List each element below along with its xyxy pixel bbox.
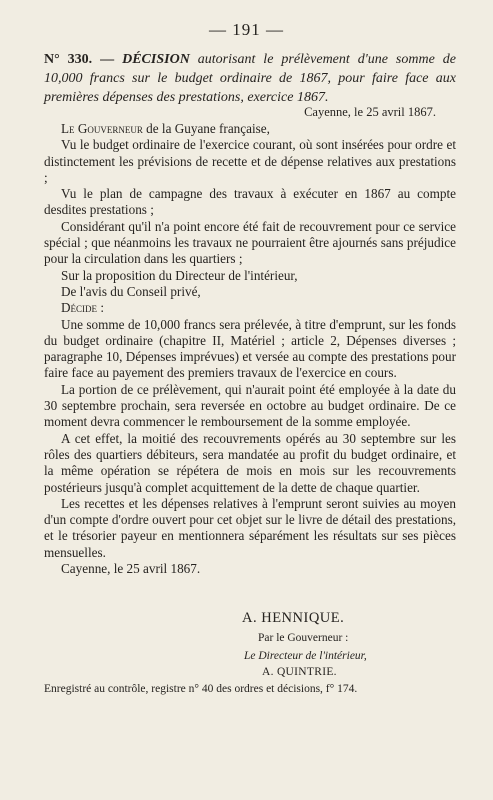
governor-rest: de la Guyane française, [142,121,270,136]
paragraph: Sur la proposition du Directeur de l'intérieur, [61,267,298,283]
paragraph: A cet effet, la moitié des recouvrements opérés au 30 septembre sur les rôles des quartiers débiteurs, sera mandatée au profit du budget ordinaire, et la même opération se répétera de mois en mois sur les recouvrements postérieurs jusqu'à complet acquittement de la dette de chaque quartier. [44,430,456,495]
paragraph: Une somme de 10,000 francs sera prélevée, à titre d'emprunt, sur les fonds du budget ordinaire (chapitre II, Matériel ; article 2, Dépenses diverses ; paragraphe 10, Dépenses imprévues) et versée au compte des prestations pour faire face au payement des premiers travaux de l'exercice en cours. [44,316,456,381]
decision-number: N° 330. — [44,52,115,67]
decision-title: autorisant le prélèvement d'une somme de 10,000 francs sur le budget ordinaire de 1867, pour faire face aux premières dépenses des prestations, exercice 1867. [44,52,456,105]
signature-by: Par le Gouverneur : [258,632,349,644]
governor-line [44,121,456,137]
page-number: — 191 — [209,20,284,39]
registration-note: Enregistré au contrôle, registre n° 40 des ordres et décisions, f° 174. [44,683,358,695]
governor-title: Le Gouverneur [61,121,143,136]
signature-governor: A. HENNIQUE. [242,610,345,626]
paragraph: Vu le plan de campagne des travaux à exécuter en 1867 au compte desdites prestations ; [44,186,456,218]
decision-heading [44,50,456,107]
paragraph: Les recettes et les dépenses relatives à l'emprunt seront suivies au moyen d'un compte d'ordre ouvert pour cet objet sur le livre de détail des prestations, et le trésorier payeur en mentionnera séparément les résultats sur ses pièces mensuelles. [44,495,456,560]
dateline: Cayenne, le 25 avril 1867. [304,105,436,119]
decision-body [44,121,456,577]
paragraph: Considérant qu'il n'a point encore été fait de recouvrement pour ce service spécial ; que néanmoins les travaux ne pourraient être ajournés sans préjudice pour la circulation dans les quartiers ; [44,218,456,267]
paragraph: La portion de ce prélèvement, qui n'aurait point été employée à la date du 30 septembre prochain, sera reversée en octobre au budget ordinaire. De ce moment devra commencer le remboursement de la somme employée. [44,381,456,430]
paragraph: De l'avis du Conseil privé, [61,283,201,299]
decide-label: Décide : [61,300,104,316]
decision-label: DÉCISION [122,52,190,67]
signature-title: Le Directeur de l'intérieur, [244,650,367,662]
closing-date: Cayenne, le 25 avril 1867. [61,561,201,577]
paragraph: Vu le budget ordinaire de l'exercice courant, où sont insérées pour ordre et distinctement les prévisions de recette et de dépense relatives aux prestations ; [44,137,456,185]
signature-director: A. QUINTRIE. [262,666,337,678]
